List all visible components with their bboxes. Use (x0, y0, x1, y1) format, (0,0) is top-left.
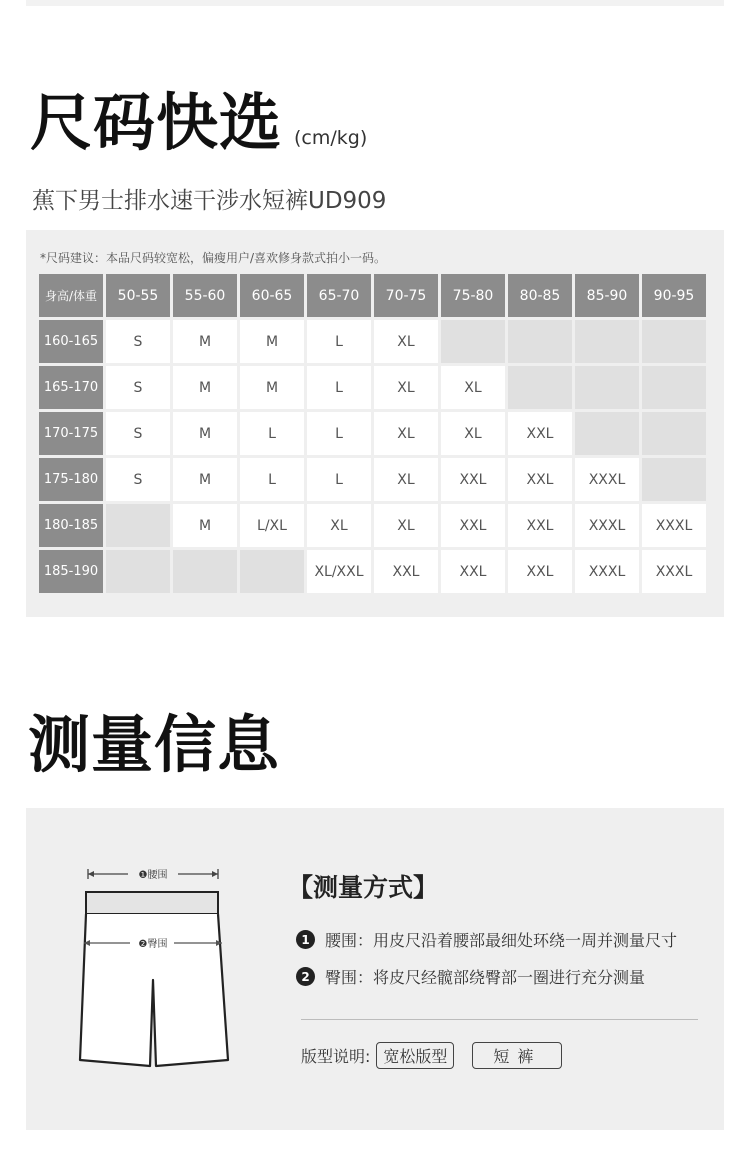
size-cell: L (307, 366, 371, 409)
height-header: 175-180 (39, 458, 103, 501)
size-cell: XL (441, 412, 505, 455)
size-cell: L (307, 412, 371, 455)
size-title: 尺码快选 (30, 86, 283, 159)
size-cell: S (106, 458, 170, 501)
height-header: 170-175 (39, 412, 103, 455)
size-cell: L (240, 412, 304, 455)
waist-instruction (296, 928, 677, 951)
table-row (39, 320, 709, 363)
size-cell: XL (307, 504, 371, 547)
size-cell: M (173, 320, 237, 363)
divider (301, 1019, 698, 1020)
product-name: 蕉下男士排水速干涉水短裤UD909 (32, 188, 387, 214)
table-row (39, 366, 709, 409)
height-header: 160-165 (39, 320, 103, 363)
size-cell: L (240, 458, 304, 501)
empty-size-cell (441, 320, 505, 363)
size-cell: XXXL (642, 550, 706, 593)
size-cell: XL (374, 320, 438, 363)
size-cell: XXL (441, 458, 505, 501)
size-cell: XL (374, 504, 438, 547)
height-header: 165-170 (39, 366, 103, 409)
empty-size-cell (173, 550, 237, 593)
empty-size-cell (642, 366, 706, 409)
size-cell: XXL (508, 412, 572, 455)
table-row (39, 458, 709, 501)
empty-size-cell (575, 412, 639, 455)
weight-header: 85-90 (575, 274, 639, 317)
weight-header: 90-95 (642, 274, 706, 317)
size-advice: *尺码建议：本品尺码较宽松，偏瘦用户/喜欢修身款式拍小一码。 (40, 251, 387, 265)
unit-label: (cm/kg) (294, 127, 368, 149)
table-row (39, 550, 709, 593)
hip-label: ❷臀围 (138, 939, 168, 950)
size-cell: L (307, 320, 371, 363)
size-cell: M (240, 366, 304, 409)
hip-instruction-text: 臀围：将皮尺经髋部绕臀部一圈进行充分测量 (325, 968, 646, 987)
empty-size-cell (642, 320, 706, 363)
size-cell: XXL (508, 458, 572, 501)
weight-header: 55-60 (173, 274, 237, 317)
fit-label: 版型说明: (301, 1047, 371, 1066)
measure-title: 测量信息 (28, 708, 281, 781)
weight-header: 70-75 (374, 274, 438, 317)
empty-size-cell (642, 458, 706, 501)
weight-header: 60-65 (240, 274, 304, 317)
fit-tag: 宽松版型 (376, 1042, 454, 1069)
size-cell: S (106, 412, 170, 455)
height-header: 180-185 (39, 504, 103, 547)
weight-header: 75-80 (441, 274, 505, 317)
waist-label: ❶腰围 (138, 870, 168, 881)
empty-size-cell (575, 320, 639, 363)
size-title-block (30, 86, 368, 159)
empty-size-cell (106, 550, 170, 593)
size-cell: XL/XXL (307, 550, 371, 593)
weight-header: 50-55 (106, 274, 170, 317)
size-cell: M (173, 366, 237, 409)
size-cell: S (106, 366, 170, 409)
size-cell: XXXL (575, 458, 639, 501)
size-cell: XXXL (642, 504, 706, 547)
size-cell: XL (374, 366, 438, 409)
size-cell: XXL (508, 504, 572, 547)
size-cell: XXL (374, 550, 438, 593)
size-cell: M (240, 320, 304, 363)
fit-info (301, 1042, 562, 1069)
corner-header: 身高/体重 (39, 274, 103, 317)
size-cell: M (173, 504, 237, 547)
measure-panel (26, 808, 724, 1130)
size-table (39, 274, 709, 596)
table-header-row (39, 274, 709, 317)
size-cell: XXL (508, 550, 572, 593)
empty-size-cell (575, 366, 639, 409)
type-tag: 短裤 (472, 1042, 562, 1069)
size-chart-panel (26, 230, 724, 617)
size-cell: XXL (441, 550, 505, 593)
size-cell: XXXL (575, 504, 639, 547)
method-title: 【测量方式】 (288, 873, 439, 902)
waist-instruction-text: 腰围：用皮尺沿着腰部最细处环绕一周并测量尺寸 (325, 931, 678, 950)
empty-size-cell (508, 320, 572, 363)
weight-header: 65-70 (307, 274, 371, 317)
table-row (39, 504, 709, 547)
shorts-diagram (76, 860, 246, 1080)
size-cell: M (173, 412, 237, 455)
empty-size-cell (642, 412, 706, 455)
top-strip (26, 0, 724, 6)
number-two-icon: 2 (296, 967, 315, 986)
size-cell: S (106, 320, 170, 363)
size-cell: M (173, 458, 237, 501)
size-cell: XL (441, 366, 505, 409)
empty-size-cell (240, 550, 304, 593)
empty-size-cell (106, 504, 170, 547)
empty-size-cell (508, 366, 572, 409)
size-cell: XXL (441, 504, 505, 547)
hip-instruction (296, 965, 645, 988)
size-cell: L (307, 458, 371, 501)
height-header: 185-190 (39, 550, 103, 593)
size-cell: L/XL (240, 504, 304, 547)
size-cell: XXXL (575, 550, 639, 593)
size-cell: XL (374, 412, 438, 455)
weight-header: 80-85 (508, 274, 572, 317)
table-row (39, 412, 709, 455)
number-one-icon: 1 (296, 930, 315, 949)
size-cell: XL (374, 458, 438, 501)
